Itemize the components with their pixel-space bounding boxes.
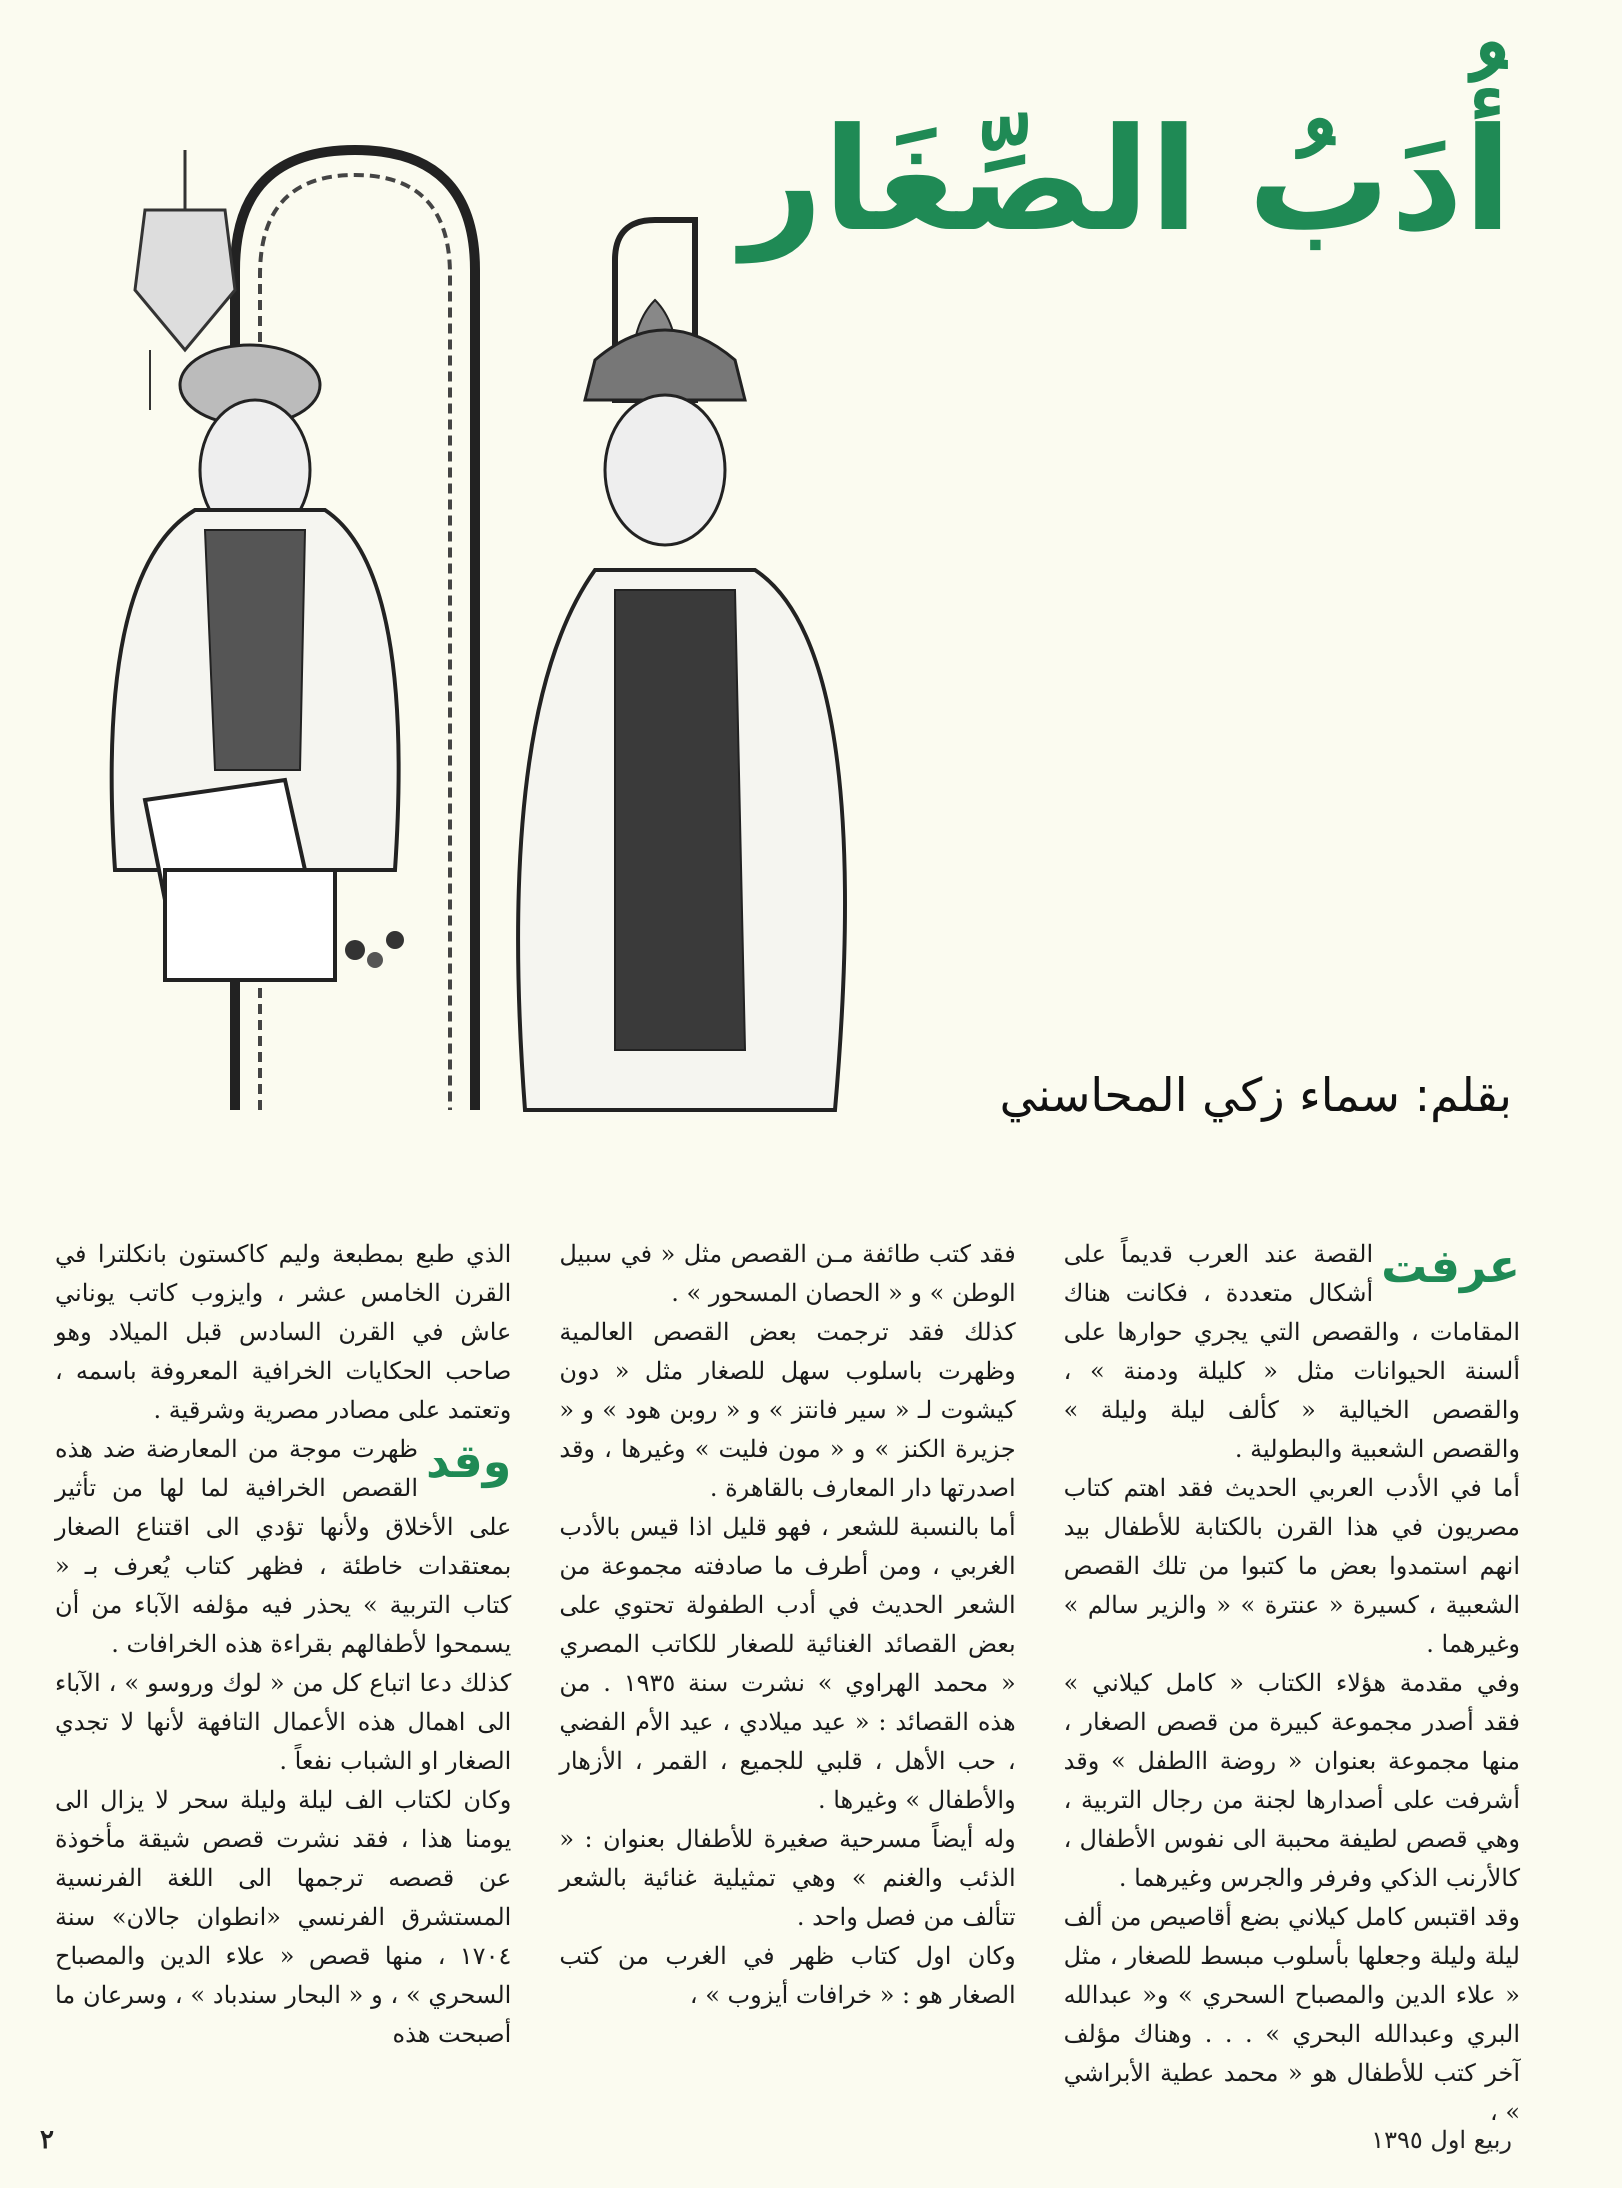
page-number: ٢ xyxy=(40,2125,54,2155)
paragraph: كذلك فقد ترجمت بعض القصص العالمية وظهرت باسلوب سهل للصغار مثل « دون كيشوت لـ « سير فانتز » و « روبن هود » و « جزيرة الكنز » و « مون فليت » وغيرها ، وقد اصدرتها دار المعارف بالقاهرة . xyxy=(559,1318,1016,1502)
paragraph: أما بالنسبة للشعر ، فهو قليل اذا قيس بالأدب الغربي ، ومن أطرف ما صادفته مجموعة من الشعر الحديث في أدب الطفولة تحتوي على بعض القصائد الغنائية للصغار للكاتب المصري « محمد الهراوي » نشرت سنة ١٩٣٥ . من هذه القصائد : « عيد ميلادي ، عيد الأم الفضي ، حب الأهل ، قلبي للجميع ، القمر ، الأزهار والأطفال » وغيرها . xyxy=(559,1513,1016,1814)
column-1 xyxy=(1063,1235,1520,2126)
paragraph: وكان لكتاب الف ليلة وليلة سحر لا يزال الى يومنا هذا ، فقد نشرت قصص شيقة مأخوذة عن قصصه ترجمها الى اللغة الفرنسية المستشرق الفرنسي «انطوان جالان» سنة ١٧٠٤ ، منها قصص « علاء الدين والمصباح السحري » ، و « البحار سندباد » ، وسرعان ما أصبحت هذه xyxy=(55,1786,512,2048)
paragraph: كذلك دعا اتباع كل من « لوك وروسو » ، الآباء الى اهمال هذه الأعمال التافهة لأنها لا تجدي الصغار او الشباب نفعاً . xyxy=(55,1669,512,1775)
paragraph: وفي مقدمة هؤلاء الكتاب « كامل كيلاني » فقد أصدر مجموعة كبيرة من قصص الصغار ، منها مجموعة بعنوان « روضة االطفل » وقد أشرفت على أصدارها لجنة من رجال التربية ، وهي قصص لطيفة محببة الى نفوس الأطفال ، كالأرنب الذكي وفرفر والجرس وغيرهما . xyxy=(1063,1669,1520,1892)
paragraph: وكان اول كتاب ظهر في الغرب من كتب الصغار هو : « خرافات أيزوب » ، xyxy=(559,1942,1016,2009)
column-3 xyxy=(55,1235,512,2048)
author-byline: بقلم: سماء زكي المحاسني xyxy=(999,1068,1512,1122)
drop-word: عرفت xyxy=(1381,1239,1520,1293)
article-body xyxy=(55,1235,1520,2126)
drop-word: وقد xyxy=(426,1434,512,1488)
issue-date: ربيع اول ١٣٩٥ xyxy=(1371,2126,1512,2154)
column-2 xyxy=(559,1235,1015,2035)
paragraph: وله أيضاً مسرحية صغيرة للأطفال بعنوان : « الذئب والغنم » وهي تمثيلية غنائية بالشعر تتألف من فصل واحد . xyxy=(559,1825,1016,1931)
article-title: أُدَبُ الصِّغَار xyxy=(741,98,1512,263)
paragraph: فقد كتب طائفة مـن القصص مثل « في سبيل الوطن » و « الحصان المسحور » . xyxy=(559,1240,1016,1307)
paragraph: وقد اقتبس كامل كيلاني بضع أقاصيص من ألف ليلة وليلة وجعلها بأسلوب مبسط للصغار ، مثل « علاء الدين والمصباح السحري » و« عبدالله البري وعبدالله البحري » . . . وهناك مؤلف آخر كتب للأطفال هو « محمد عطية الأبراشي » ، xyxy=(1063,1903,1520,2126)
illustration-two-merchants xyxy=(55,150,1035,1110)
paragraph: أما في الأدب العربي الحديث فقد اهتم كتاب مصريون في هذا القرن بالكتابة للأطفال بيد انهم استمدوا بعض ما كتبوا من تلك القصص الشعبية ، كسيرة « عنترة » « والزير سالم » وغيرهما . xyxy=(1063,1474,1520,1658)
paragraph: ظهرت موجة من المعارضة ضد هذه القصص الخرافية لما لها من تأثير على الأخلاق ولأنها تؤدي الى اقتناع الصغار بمعتقدات خاطئة ، فظهر كتاب يُعرف بـ « كتاب التربية » يحذر فيه مؤلفه الآباء من أن يسمحوا لأطفالهم بقراءة هذه الخرافات . xyxy=(55,1435,512,1658)
paragraph: الذي طبع بمطبعة وليم كاكستون بانكلترا في القرن الخامس عشر ، وايزوب كاتب يوناني عاش في القرن السادس قبل الميلاد وهو صاحب الحكايات الخرافية المعروفة باسمه ، وتعتمد على مصادر مصرية وشرقية . xyxy=(55,1240,512,1424)
paragraph: القصة عند العرب قديماً على أشكال متعددة ، فكانت هناك المقامات ، والقصص التي يجري حوارها على ألسنة الحيوانات مثل « كليلة ودمنة » ، والقصص الخيالية « كألف ليلة وليلة » والقصص الشعبية والبطولية . xyxy=(1063,1240,1520,1463)
